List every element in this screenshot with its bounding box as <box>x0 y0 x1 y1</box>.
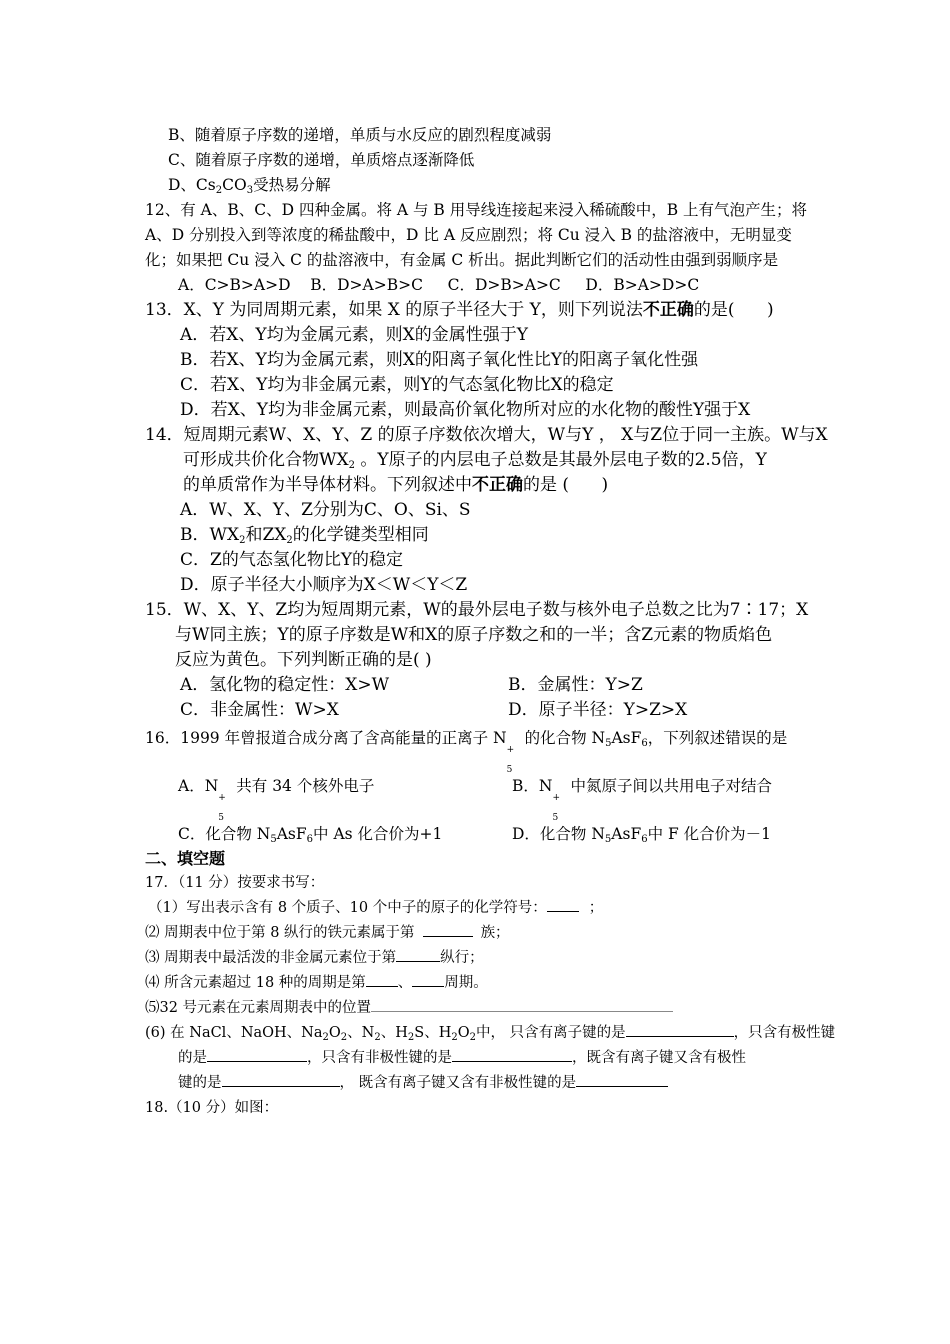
q13-option-d: D．若X、Y均为非金属元素，则最高价氧化物所对应的水化物的酸性Y强于X <box>180 400 751 420</box>
q16-stem: 16．1999 年曾报道合成分离了含高能量的正离子 N + 5 的化合物 $N_5AsF_6$，下列叙述错误的是 <box>145 729 788 775</box>
q14-option-a: A．W、X、Y、Z分别为C、O、Si、S <box>180 500 471 520</box>
q14-line-2: 可形成共价化合物$WX_2$ 。Y原子的内层电子总数是其最外层电子数的2.5倍，Y <box>183 450 767 471</box>
q15-line-1: 15．W、X、Y、Z均为短周期元素，W的最外层电子数与核外电子总数之比为7∶17；X <box>145 600 809 620</box>
q17-part-4: ⑷ 所含元素超过 18 种的周期是第 、 周期。 <box>145 972 488 994</box>
q13-stem: 13．X、Y 为同周期元素，如果 X 的原子半径大于 Y，则下列说法不正确的是( ) <box>145 300 774 320</box>
q16-option-c: C．化合物 $N_5AsF_6$中 As 化合价为+1 <box>178 825 443 845</box>
q15-option-b: B．金属性：Y>Z <box>508 675 643 695</box>
answer-blank[interactable] <box>547 897 579 912</box>
q18-head: 18.（10 分）如图： <box>145 1100 279 1116</box>
answer-blank[interactable] <box>576 1072 668 1087</box>
answer-blank[interactable] <box>222 1072 340 1087</box>
q12-options: A．C>B>A>D B．D>A>B>C C．D>B>A>C D．B>A>D>C <box>178 276 700 294</box>
q13-option-c: C．若X、Y均为非金属元素，则Y的气态氢化物比X的稳定 <box>180 375 614 395</box>
q11-option-c: C、随着原子序数的递增，单质熔点逐渐降低 <box>168 151 475 169</box>
answer-blank[interactable] <box>412 972 444 987</box>
answer-blank[interactable] <box>452 1047 572 1062</box>
answer-blank[interactable] <box>626 1022 734 1037</box>
q12-line-1: 12、有 A、B、C、D 四种金属。将 A 与 B 用导线连接起来浸入稀硫酸中，B 上有气泡产生；将 <box>145 201 808 219</box>
q11-option-d: D、$Cs_2CO_3$受热易分解 <box>168 176 331 196</box>
q15-line-2: 与W同主族；Y的原子序数是W和X的原子序数之和的一半；含Z元素的物质焰色 <box>175 625 773 645</box>
answer-blank[interactable] <box>423 922 473 937</box>
q17-head: 17．（11 分）按要求书写： <box>145 875 325 891</box>
q16-option-d: D．化合物 $N_5AsF_6$中 F 化合价为－1 <box>512 825 772 845</box>
q15-option-c: C．非金属性：W>X <box>180 700 339 720</box>
q12-line-2: A、D 分别投入到等浓度的稀盐酸中，D 比 A 反应剧烈；将 Cu 浸入 B 的盐溶液中，无明显变 <box>145 226 792 244</box>
q13-option-b: B．若X、Y均为金属元素，则X的阳离子氧化性比Y的阳离子氧化性强 <box>180 350 699 370</box>
q14-option-b: B．$WX_2$和$ZX_2$的化学键类型相同 <box>180 525 429 546</box>
q12-line-3: 化；如果把 Cu 浸入 C 的盐溶液中，有金属 C 析出。据此判断它们的活动性由强到弱顺序是 <box>145 251 779 269</box>
q14-line-3: 的单质常作为半导体材料。下列叙述中不正确的是 ( ) <box>183 475 609 495</box>
q15-option-d: D．原子半径：Y>Z>X <box>508 700 688 720</box>
q16-option-a: A．N + 5 共有 34 个核外电子 <box>178 777 375 823</box>
q14-line-1: 14．短周期元素W、X、Y、Z 的原子序数依次增大，W与Y ， X与Z位于同一主族。W与X <box>145 425 828 445</box>
section-heading-fill-in: 二、填空题 <box>145 849 226 868</box>
q17-part-3: ⑶ 周期表中最活泼的非金属元素位于第 纵行； <box>145 947 484 969</box>
answer-blank[interactable] <box>371 997 673 1012</box>
answer-blank[interactable] <box>366 972 398 987</box>
q17-part-1: （1）写出表示含有 8 个质子、10 个中子的原子的化学符号： ； <box>148 897 603 919</box>
q15-line-3: 反应为黄色。下列判断正确的是( ) <box>175 650 432 670</box>
q16-option-b: B．N + 5 中氮原子间以共用电子对结合 <box>512 777 772 823</box>
q13-option-a: A．若X、Y均为金属元素，则X的金属性强于Y <box>180 325 528 345</box>
q14-option-c: C．Z的气态氢化物比Y的稳定 <box>180 550 404 570</box>
q14-option-d: D．原子半径大小顺序为X＜W＜Y＜Z <box>180 575 468 595</box>
answer-blank[interactable] <box>396 947 440 962</box>
q17-part-6-line-2: 的是 ，只含有非极性键的是 ，既含有离子键又含有极性 <box>178 1047 746 1069</box>
q17-part-6-line-3: 键的是 ， 既含有离子键又含有非极性键的是 <box>178 1072 668 1094</box>
answer-blank[interactable] <box>207 1047 307 1062</box>
q15-option-a: A．氢化物的稳定性：X>W <box>180 675 390 695</box>
q17-part-6-line-1: (6) 在 NaCl、NaOH、$Na_2O_2$、$N_2$、$H_2S$、$H_2O_2$中， 只含有离子键的是 ，只含有极性键 <box>145 1022 835 1044</box>
q11-option-b: B、随着原子序数的递增，单质与水反应的剧烈程度减弱 <box>168 126 552 144</box>
q17-part-5: ⑸32 号元素在元素周期表中的位置 <box>145 997 673 1019</box>
q17-part-2: ⑵ 周期表中位于第 8 纵行的铁元素属于第 族； <box>145 922 510 944</box>
